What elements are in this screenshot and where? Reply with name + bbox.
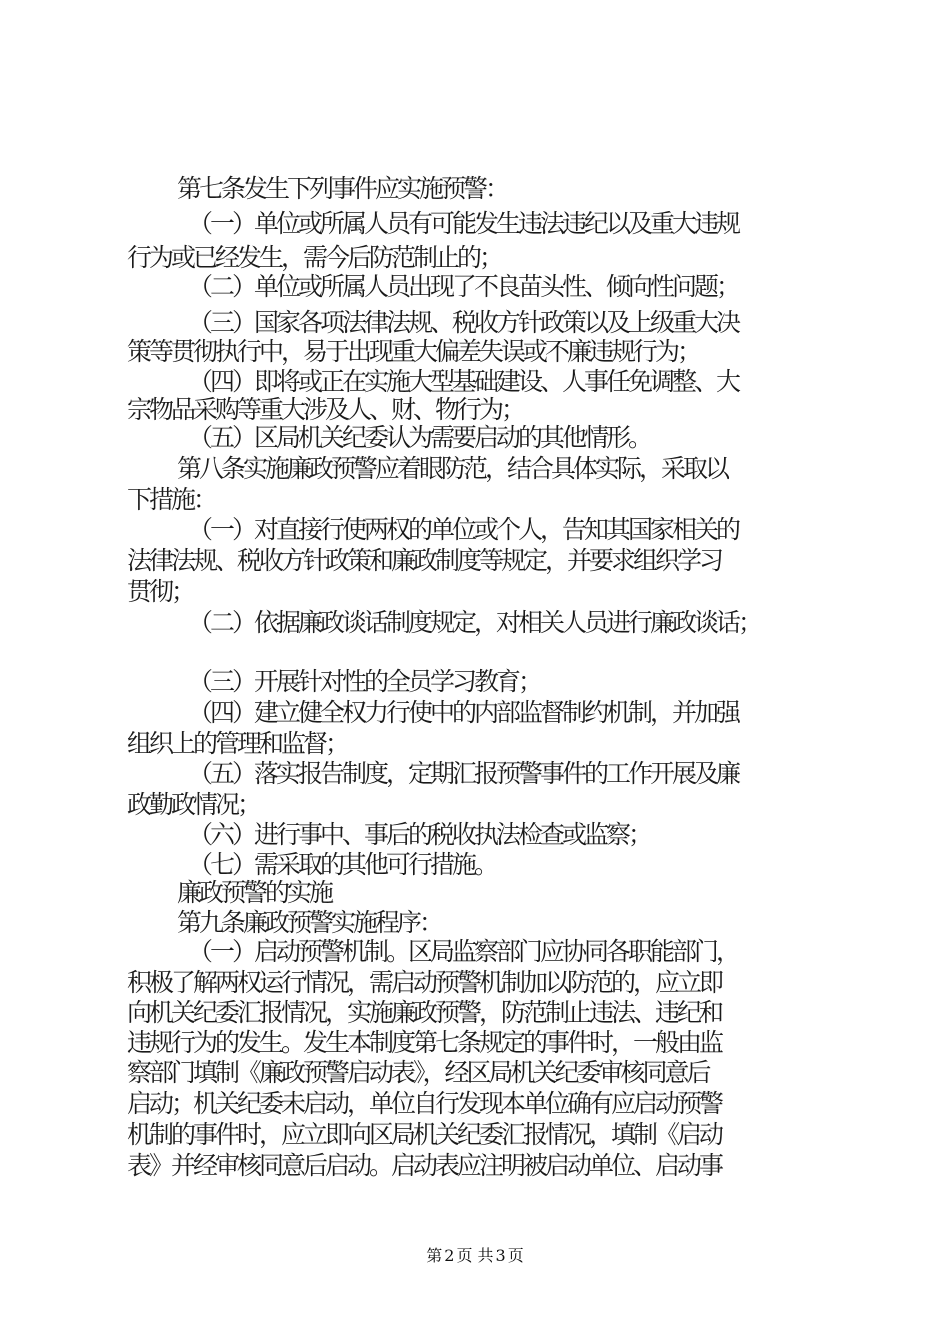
text-line: （七）需采取的其他可行措施。 [188,850,497,879]
text-line: 法律法规、税收方针政策和廉政制度等规定，并要求组织学习 [127,546,722,575]
text-line: 宗物品采购等重大涉及人、财、物行为； [127,395,524,424]
text-line: （六）进行事中、事后的税收执法检查或监察； [188,820,651,849]
text-line: 表》并经审核同意后启动。启动表应注明被启动单位、启动事 [127,1151,722,1180]
text-line: （二）单位或所属人员出现了不良苗头性、倾向性问题； [188,272,739,301]
page-mid: 页 共 [456,1246,494,1265]
text-line: （三）国家各项法律法规、税收方针政策以及上级重大决 [188,308,739,337]
text-line: （二）依据廉政谈话制度规定，对相关人员进行廉政谈话； [188,608,761,637]
text-line: （五）落实报告制度，定期汇报预警事件的工作开展及廉 [188,759,739,788]
text-line: （一）启动预警机制。区局监察部门应协同各职能部门， [188,937,739,966]
text-line: 廉政预警的实施 [177,878,332,907]
text-line: 策等贯彻执行中，易于出现重大偏差失误或不廉违规行为； [127,337,700,366]
text-line: 第七条发生下列事件应实施预警： [177,174,508,203]
page-total: 3 [495,1246,506,1265]
text-line: （四）建立健全权力行使中的内部监督制约机制，并加强 [188,698,739,727]
page-suffix: 页 [507,1246,524,1265]
text-line: （一）单位或所属人员有可能发生违法违纪以及重大违规 [188,209,739,238]
text-line: 组织上的管理和监督； [127,729,348,758]
text-line: 下措施： [127,485,216,514]
text-line: （四）即将或正在实施大型基础建设、人事任免调整、大 [188,367,739,396]
text-line: 第九条廉政预警实施程序： [177,908,442,937]
text-line: 启动；机关纪委未启动，单位自行发现本单位确有应启动预警 [127,1089,722,1118]
page-footer [0,1244,950,1268]
text-line: 违规行为的发生。发生本制度第七条规定的事件时，一般由监 [127,1028,722,1057]
text-line: （三）开展针对性的全员学习教育； [188,667,541,696]
text-line: 向机关纪委汇报情况，实施廉政预警，防范制止违法、违纪和 [127,998,722,1027]
text-line: 第八条实施廉政预警应着眼防范，结合具体实际，采取以 [177,454,728,483]
text-line: 察部门填制《廉政预警启动表》，经区局机关纪委审核同意后 [127,1058,709,1087]
text-line: （五）区局机关纪委认为需要启动的其他情形。 [188,423,651,452]
text-line: 积极了解两权运行情况，需启动预警机制加以防范的，应立即 [127,968,722,997]
page-number: 2 [444,1246,455,1265]
text-line: 政勤政情况； [127,790,260,819]
page-prefix: 第 [426,1246,443,1265]
text-line: 行为或已经发生，需今后防范制止的； [127,243,502,272]
text-line: 贯彻； [127,577,194,606]
text-line: （一）对直接行使两权的单位或个人，告知其国家相关的 [188,515,739,544]
text-line: 机制的事件时，应立即向区局机关纪委汇报情况，填制《启动 [127,1120,722,1149]
